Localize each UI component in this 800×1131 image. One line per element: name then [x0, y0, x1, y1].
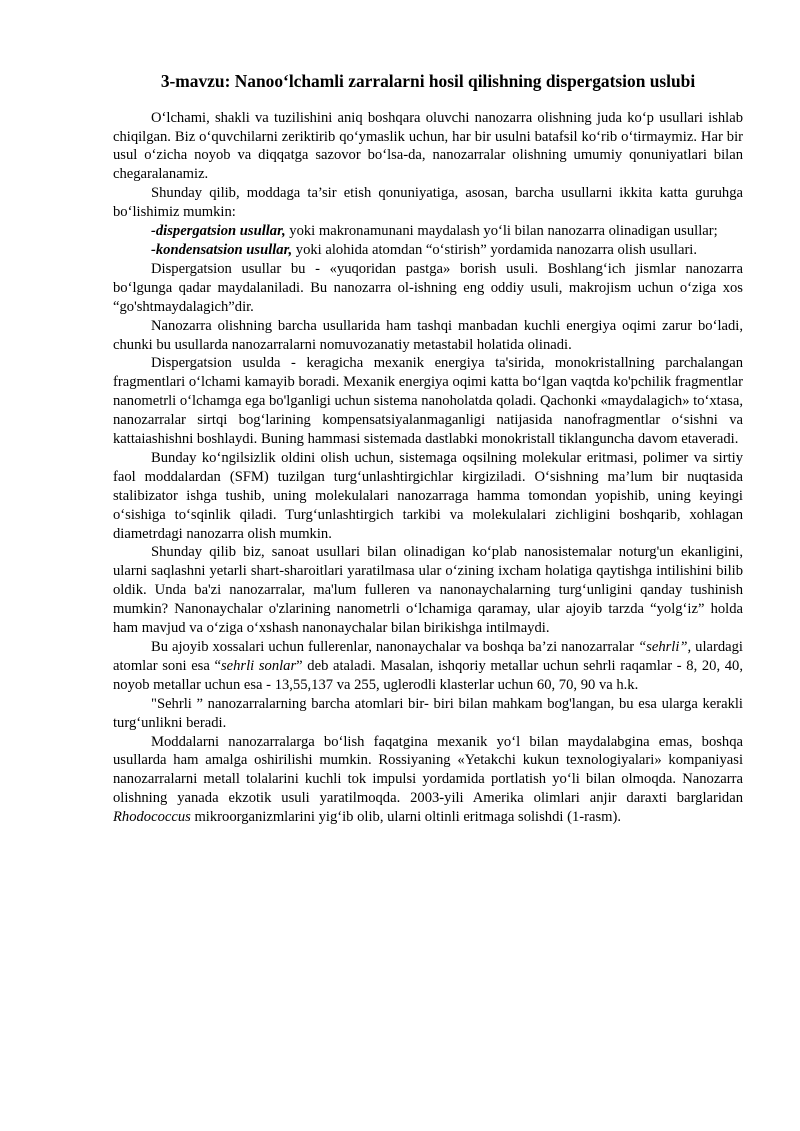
body-paragraph — [113, 222, 743, 241]
body-paragraph — [113, 184, 743, 222]
paragraph-text: Nanozarra olishning barcha usullarida ham tashqi manbadan kuchli energiya oqimi zarur bo‘ladi, chunki bu usullarda nanozarralarni nomuvozanatiy metastabil holatida olinadi. — [113, 317, 743, 353]
paragraph-text: mikroorganizmlarini yig‘ib olib, ularni oltinli eritmaga solishdi (1-rasm). — [190, 809, 621, 826]
body-paragraph — [113, 241, 743, 260]
body-paragraph — [113, 354, 743, 449]
document-page — [113, 70, 743, 827]
paragraph-text: Shunday qilib biz, sanoat usullari bilan olinadigan ko‘plab nanosistemalar noturg'un ekanligini, ularni saqlashni yetarli shart-sharoitlari yaratilmasa ular o‘zining ixcham holatiga qaytishga intilishini bilib oldik. Unda ba'zi nanozarralar, ma'lum fulleren va nanonaychalarning turg‘unligini qanday tushinish mumkin? Nanonaychalar o'zlarining nanometrli o‘lchamiga qaramay, ular ajoyib tarzda “yolg‘iz” holda ham mavjud va o‘ziga o‘xshash nanonaychalar bilan birikishga intilmaydi. — [113, 544, 743, 637]
emphasized-text: -kondensatsion usullar, — [151, 241, 293, 258]
paragraph-text: Bunday ko‘ngilsizlik oldini olish uchun, sistemaga oqsilning molekular eritmasi, polimer va sirtiy faol moddalardan (SFM) tuzilgan turg‘unlashtirgichlar kirgiziladi. O‘sishning ma’lum bir nuqtasida stalibizator ishga tushib, uning molekulalari nanozarraga hamma tomondan yopishib, uning keyingi o‘sishiga to‘sqinlik qiladi. Turg‘unlashtirgich tarkibi va molekulalari zichligini boshqarib, xohlagan diametrdagi nanozarra olish mumkin. — [113, 449, 743, 542]
paragraph-text: yoki alohida atomdan “o‘stirish” yordamida nanozarra olish usullari. — [292, 241, 698, 258]
paragraph-text: Dispergatsion usullar bu - «yuqoridan pastga» borish usuli. Boshlang‘ich jismlar nanozarra bo‘lgunga qadar maydalaniladi. Bu nanozarra ol-ishning eng oddiy usuli, makrojism uchun o‘ziga xos “go'shtmaydalagich”dir. — [113, 260, 743, 315]
document-body — [113, 109, 743, 827]
paragraph-text: Moddalarni nanozarralarga bo‘lish faqatgina mexanik yo‘l bilan maydalabgina emas, boshqa usullarda ham amalga oshirilishi mumkin. Rossiyaning «Yetakchi kukun texnologiyalari» kompaniyasi nanozarralarni metall tolalarini kuchli tok impulsi yordamida portlatish yo‘li bilan olmoqda. Nanozarra olishning yanada ekzotik usuli yaratilmoqda. 2003-yili Amerika olimlari anjir daraxti barglaridan — [113, 733, 743, 807]
body-paragraph — [113, 317, 743, 355]
emphasized-text: -dispergatsion usullar, — [151, 223, 286, 240]
body-paragraph — [113, 733, 743, 828]
paragraph-text: Shunday qilib, moddaga ta’sir etish qonuniyatiga, asosan, barcha usullarni ikkita katta guruhga bo‘lishimiz mumkin: — [113, 185, 743, 221]
body-paragraph — [113, 109, 743, 185]
body-paragraph — [113, 543, 743, 638]
paragraph-text: ” deb ataladi. Masalan, ishqoriy metallar uchun sehrli raqamlar - 8, 20, 40, noyob metallar uchun esa - 13,55,137 va 255, uglerodli klasterlar uchun 60, 70, 90 va h.k. — [113, 657, 743, 693]
emphasized-text: sehrli sonlar — [220, 657, 297, 674]
paragraph-text: Dispergatsion usulda - keragicha mexanik energiya ta'sirida, monokristallning parchalangan fragmentlari o‘lchami kamayib boradi. Mexanik energiya oqimi katta bo‘lgan vaqtda ko'pchilik fragmentlar nanometrli o‘lchamga ega bo'lganligi uchun sistema nanoholatda qoladi. Qachonki «maydalagich» to‘xtasa, nanozarralar sirtqi bog‘larining kompensatsiyalanmaganligi natijasida nanofragmentlar o‘sishni va kattaiashishni boshlaydi. Buning hammasi sistemada dastlabki monokristall tiklanguncha davom etaveradi. — [113, 355, 743, 448]
body-paragraph — [113, 260, 743, 317]
paragraph-text: O‘lchami, shakli va tuzilishini aniq boshqara oluvchi nanozarra olishning juda ko‘p usullari ishlab chiqilgan. Biz o‘quvchilarni zeriktirib qo‘ymaslik uchun, har bir usulni batafsil ko‘rib o‘tirmaymiz. Har bir usul o‘zicha noyob va diqqatga sazovor bo‘lsa-da, nanozarralar olishning umumiy qonuniyatlari bilan chegaralanamiz. — [113, 109, 743, 183]
paragraph-text: Bu ajoyib xossalari uchun fullerenlar, nanonaychalar va boshqa ba’zi nanozarralar — [151, 639, 639, 655]
emphasized-text: “sehrli”, — [638, 639, 692, 655]
paragraph-text: ulardagi atomlar soni esa “ — [113, 639, 743, 674]
paragraph-text: "Sehrli ” nanozarralarning barcha atomlari bir- biri bilan mahkam bog'langan, bu esa ularga kerakli turg‘unlikni beradi. — [113, 695, 743, 731]
paragraph-text: yoki makronamunani maydalash yo‘li bilan nanozarra olinadigan usullar; — [285, 223, 718, 240]
body-paragraph — [113, 449, 743, 544]
emphasized-text: Rhodococcus — [113, 809, 191, 826]
page-title: 3-mavzu: Nanoo‘lchamli zarralarni hosil qilishning dispergatsion uslubi — [160, 71, 696, 91]
body-paragraph — [113, 638, 743, 695]
body-paragraph — [113, 695, 743, 733]
